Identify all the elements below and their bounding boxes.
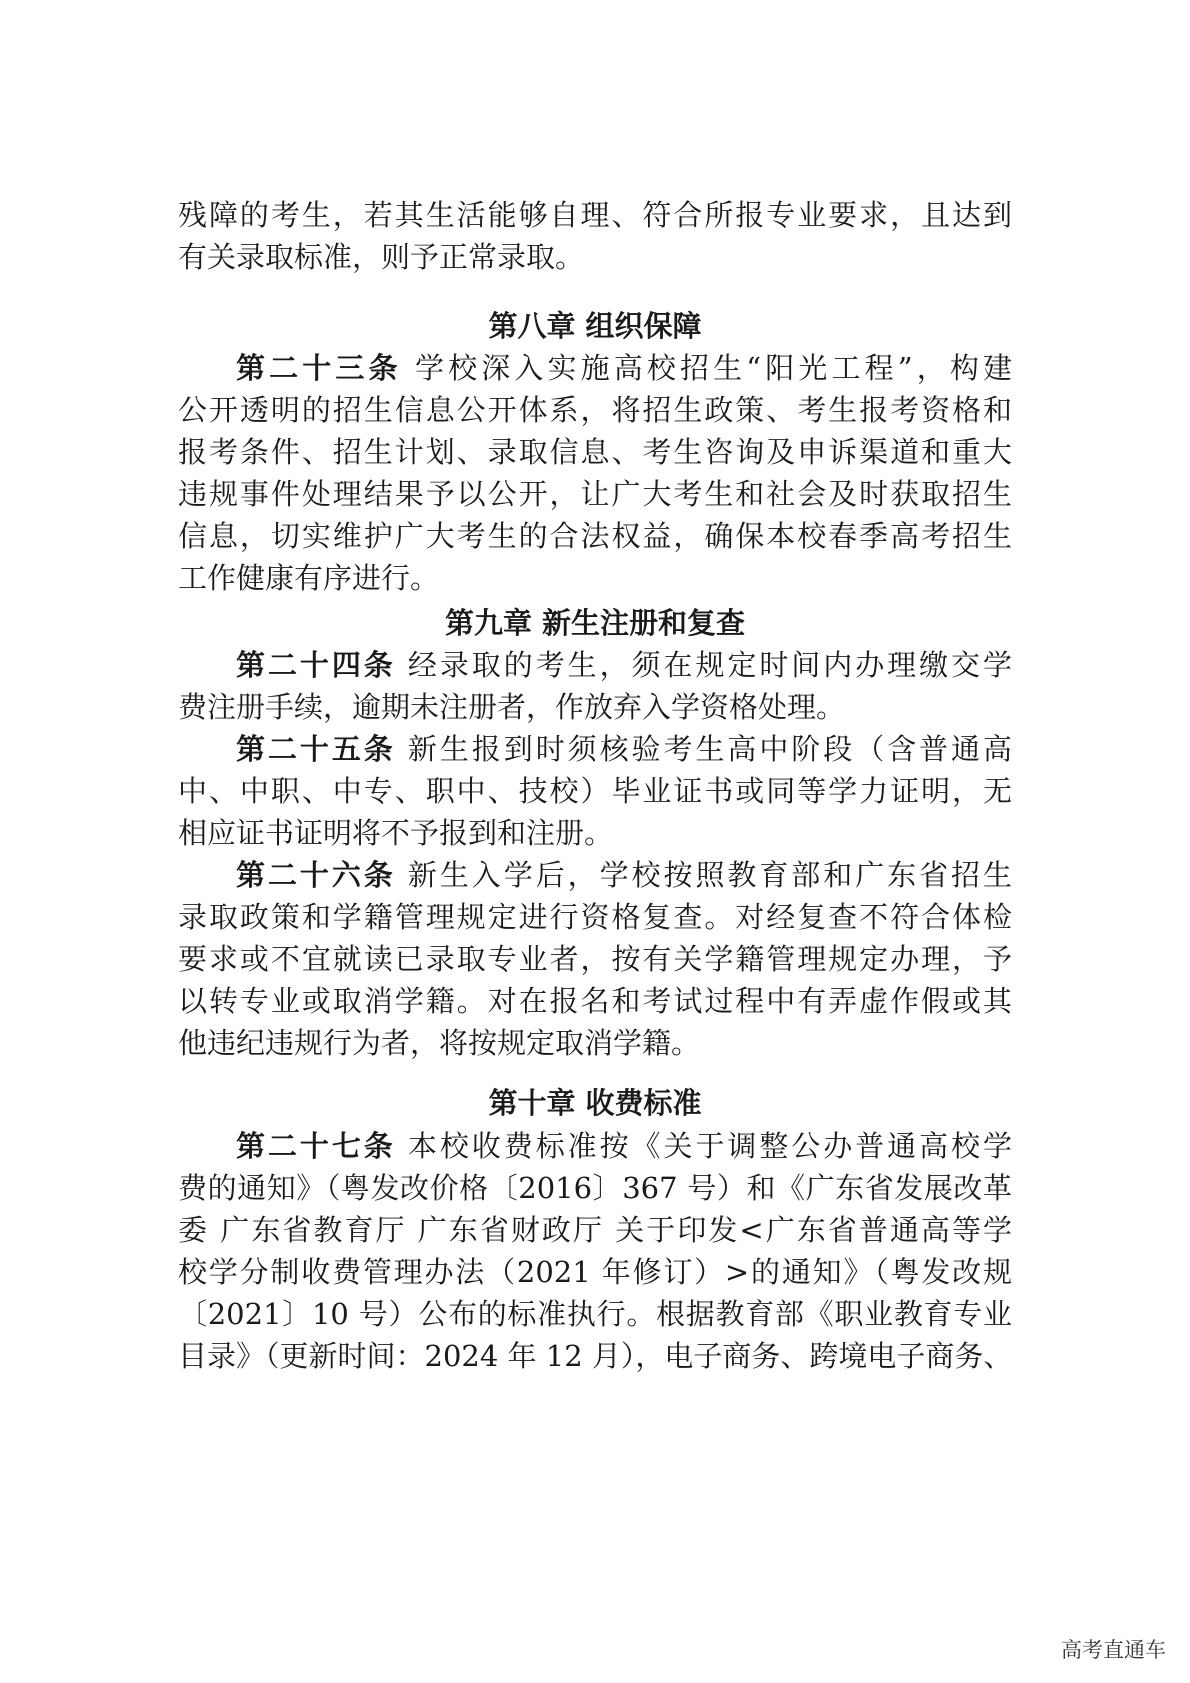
article-label: 第二十四条 (236, 648, 396, 682)
article-text: 经录取的考生，须在规定时间内办理缴交学 (395, 648, 1012, 682)
article-text: 新生入学后，学校按照教育部和广东省招生 (395, 858, 1012, 892)
article-25-line (236, 728, 1012, 770)
article-label: 第二十七条 (236, 1129, 396, 1163)
chapter-heading-10: 第十章 收费标准 (488, 1086, 702, 1120)
article-label: 第二十六条 (236, 858, 396, 892)
paragraph-line: 〔2021〕10 号）公布的标准执行。根据教育部《职业教育专业 (178, 1297, 1012, 1331)
paragraph-line: 费注册手续，逾期未注册者，作放弃入学资格处理。 (178, 690, 846, 724)
article-label: 第二十五条 (236, 732, 396, 766)
paragraph-line: 目录》（更新时间：2024 年 12 月），电子商务、跨境电子商务、 (178, 1339, 1013, 1373)
article-text: 本校收费标准按《关于调整公办普通高校学 (395, 1129, 1012, 1163)
paragraph-line: 相应证书证明将不予报到和注册。 (178, 816, 614, 850)
paragraph-line: 费的通知》（粤发改价格〔2016〕367 号）和《广东省发展改革 (178, 1171, 1012, 1205)
article-26-line (236, 854, 1012, 896)
paragraph-line: 违规事件处理结果予以公开，让广大考生和社会及时获取招生 (178, 477, 1012, 511)
paragraph-line: 工作健康有序进行。 (178, 561, 440, 595)
paragraph-line: 要求或不宜就读已录取专业者，按有关学籍管理规定办理，予 (178, 942, 1012, 976)
watermark-text: 高考直通车 (1061, 1638, 1166, 1662)
article-23-line (236, 347, 1012, 389)
paragraph-line: 公开透明的招生信息公开体系，将招生政策、考生报考资格和 (178, 393, 1012, 427)
paragraph-line: 委 广东省教育厅 广东省财政厅 关于印发<广东省普通高等学 (178, 1213, 1012, 1247)
paragraph-line: 中、中职、中专、职中、技校）毕业证书或同等学力证明，无 (178, 774, 1012, 808)
paragraph-line: 以转专业或取消学籍。对在报名和考试过程中有弄虚作假或其 (178, 984, 1012, 1018)
article-text: 新生报到时须核验考生高中阶段（含普通高 (395, 732, 1012, 766)
paragraph-line: 校学分制收费管理办法（2021 年修订）>的通知》（粤发改规 (178, 1255, 1012, 1289)
paragraph-line: 有关录取标准，则予正常录取。 (178, 240, 585, 274)
paragraph-line: 信息，切实维护广大考生的合法权益，确保本校春季高考招生 (178, 519, 1012, 553)
chapter-heading-8: 第八章 组织保障 (488, 309, 702, 343)
chapter-heading-9: 第九章 新生注册和复查 (444, 606, 746, 640)
paragraph-line: 他违纪违规行为者，将按规定取消学籍。 (178, 1026, 701, 1060)
article-24-line (236, 644, 1012, 686)
article-label: 第二十三条 (236, 351, 402, 385)
paragraph-line: 残障的考生，若其生活能够自理、符合所报专业要求，且达到 (178, 198, 1012, 232)
article-27-line (236, 1125, 1012, 1167)
paragraph-line: 报考条件、招生计划、录取信息、考生咨询及申诉渠道和重大 (178, 435, 1012, 469)
article-text: 学校深入实施高校招生“阳光工程”，构建 (401, 351, 1012, 385)
paragraph-line: 录取政策和学籍管理规定进行资格复查。对经复查不符合体检 (178, 900, 1012, 934)
